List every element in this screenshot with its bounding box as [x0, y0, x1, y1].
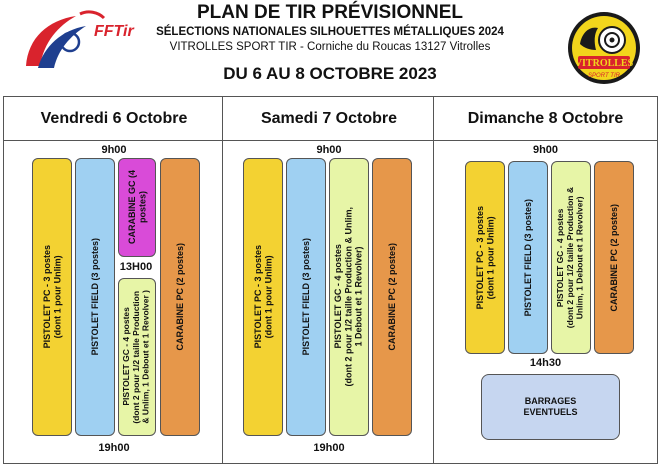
fftir-logo-text: FFTir: [94, 23, 134, 40]
slot-pistolet-pc: [465, 161, 505, 354]
barrages-eventuels: BARRAGES EVENTUELS: [481, 374, 620, 440]
fftir-logo: [18, 8, 134, 78]
slot-carabine-pc: [160, 158, 200, 436]
page-title: PLAN DE TIR PRÉVISIONNEL: [196, 2, 464, 23]
slot-label: PISTOLET FIELD (3 postes): [300, 238, 311, 356]
slot-label: PISTOLET GC - 4 postes (dont 2 pour 1/2 taille Production & Unlim, 1 Debout et 1 Revolver ): [121, 290, 151, 424]
slot-pistolet-field: [286, 158, 326, 436]
vitrolles-logo: [566, 10, 642, 86]
slot-label: PISTOLET PC - 3 postes (dont 1 pour Unlim): [252, 245, 273, 349]
mid-time: 14h30: [529, 357, 562, 369]
page-subtitle: SÉLECTIONS NATIONALES SILHOUETTES MÉTALLIQUES 2024: [156, 26, 504, 38]
day-panel-sunday: [433, 96, 658, 464]
slot-label: PISTOLET FIELD (3 postes): [89, 238, 100, 356]
day-header: Samedi 7 Octobre: [223, 97, 435, 141]
slot-pistolet-pc: [243, 158, 283, 436]
slot-carabine-pc: [594, 161, 634, 354]
slot-pistolet-gc: [329, 158, 369, 436]
event-dates: DU 6 AU 8 OCTOBRE 2023: [223, 64, 437, 83]
slot-label: PISTOLET GC - 4 postes (dont 2 pour 1/2 taille Production & Unlim, 1 Debout et 1 Revolver): [555, 186, 585, 329]
start-time: 9h00: [532, 144, 559, 156]
slot-label: PISTOLET PC - 3 postes (dont 1 pour Unlim): [474, 205, 495, 310]
slot-label: CARABINE PC (2 postes): [608, 203, 619, 312]
slot-label: CARABINE GC (4 postes): [126, 170, 147, 245]
slot-pistolet-pc: [32, 158, 72, 436]
slot-pistolet-gc: [118, 278, 156, 436]
start-time: 9h00: [101, 144, 127, 156]
day-header: Dimanche 8 Octobre: [434, 97, 657, 141]
slot-pistolet-gc: [551, 161, 591, 354]
day-panel-friday: [3, 96, 225, 464]
slot-pistolet-field: [75, 158, 115, 436]
slot-pistolet-field: [508, 161, 548, 354]
end-time: 19h00: [98, 442, 130, 454]
day-header: Vendredi 6 Octobre: [4, 97, 224, 141]
day-panel-saturday: [222, 96, 436, 464]
end-time: 19h00: [313, 442, 345, 454]
vitrolles-logo-text: VITROLLES: [574, 58, 634, 69]
slot-carabine-pc: [372, 158, 412, 436]
venue-line: VITROLLES SPORT TIR - Corniche du Roucas 13127 Vitrolles: [169, 41, 491, 53]
slot-label: PISTOLET GC - 4 postes (dont 2 pour 1/2 taille Production & Unlim, 1 Debout et 1 Revolver): [333, 207, 365, 387]
slot-label: PISTOLET FIELD (3 postes): [522, 198, 533, 317]
slot-carabine-gc: [118, 158, 156, 257]
slot-label: CARABINE PC (2 postes): [386, 243, 397, 351]
mid-time: 13H00: [119, 261, 153, 273]
slot-label: PISTOLET PC - 3 postes (dont 1 pour Unlim): [41, 245, 62, 349]
start-time: 9h00: [316, 144, 342, 156]
vitrolles-logo-sub: SPORT TIR: [588, 73, 620, 79]
slot-label: CARABINE PC (2 postes): [174, 243, 185, 351]
